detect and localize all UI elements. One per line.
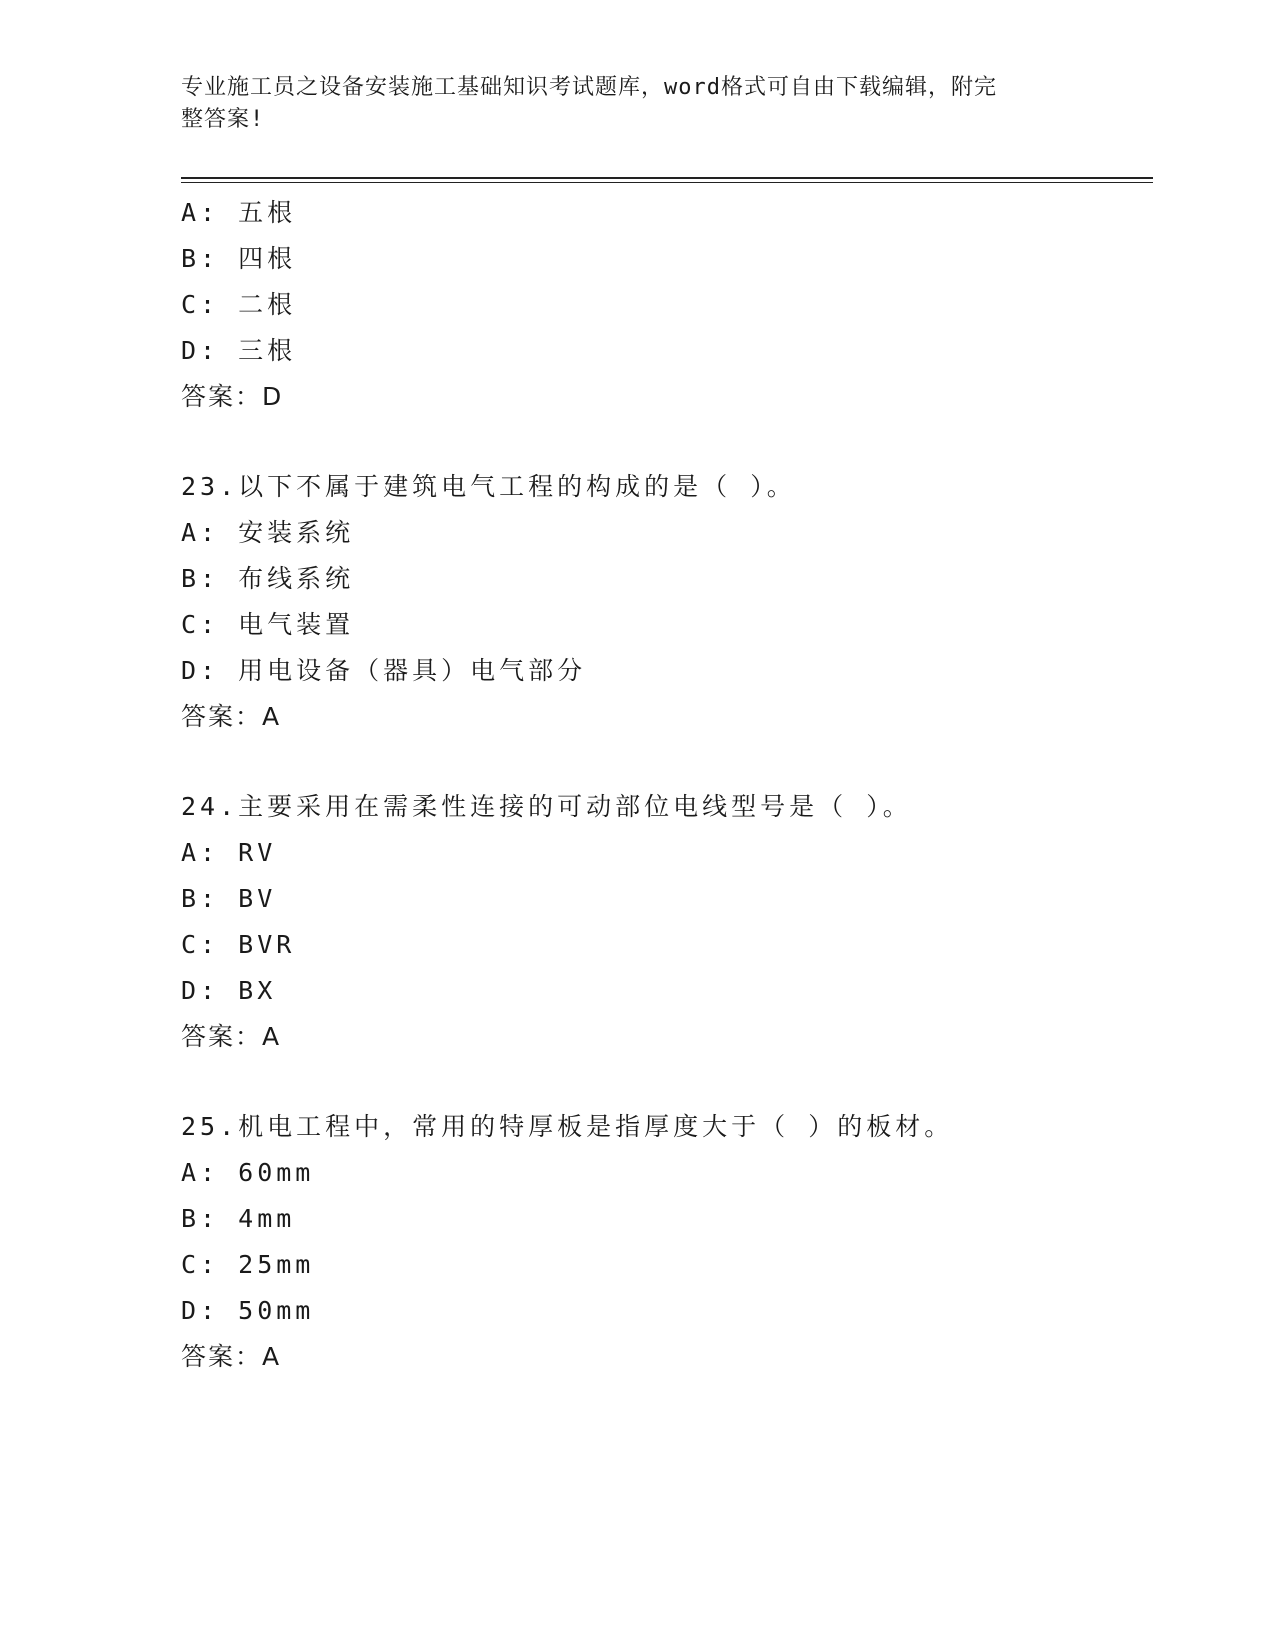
document-header (181, 72, 1041, 136)
option-c: C: 二根 (181, 290, 297, 319)
option-c: C: 25mm (181, 1250, 315, 1279)
option-a: A: 60mm (181, 1158, 315, 1187)
option-b: B: 四根 (181, 244, 297, 273)
question-block-25 (181, 1104, 1141, 1380)
option-b: B: 布线系统 (181, 564, 355, 593)
answer-text: 答案：A (181, 1342, 282, 1371)
option-d: D: 50mm (181, 1296, 315, 1325)
option-a: A: RV (181, 838, 277, 867)
header-line-2: 整答案! (181, 107, 265, 132)
header-line-1: 专业施工员之设备安装施工基础知识考试题库，word格式可自由下载编辑，附完 (181, 75, 997, 100)
option-d: D: 用电设备（器具）电气部分 (181, 656, 587, 685)
question-block-23 (181, 464, 1141, 740)
question-block-22 (181, 190, 1141, 420)
header-divider-thin (181, 182, 1153, 183)
header-divider-thick (181, 177, 1153, 179)
option-b: B: 4mm (181, 1204, 296, 1233)
option-c: C: BVR (181, 930, 296, 959)
option-c: C: 电气装置 (181, 610, 355, 639)
answer-text: 答案：A (181, 702, 282, 731)
option-d: D: BX (181, 976, 277, 1005)
answer-text: 答案：D (181, 382, 284, 411)
question-text: 24.主要采用在需柔性连接的可动部位电线型号是（ ）。 (181, 792, 912, 821)
option-a: A: 安装系统 (181, 518, 355, 547)
question-block-24 (181, 784, 1141, 1060)
spacer (181, 1060, 1141, 1104)
question-text: 25.机电工程中，常用的特厚板是指厚度大于（ ）的板材。 (181, 1112, 954, 1141)
question-list (181, 190, 1141, 1380)
spacer (181, 420, 1141, 464)
question-text: 23.以下不属于建筑电气工程的构成的是（ ）。 (181, 472, 796, 501)
spacer (181, 740, 1141, 784)
option-d: D: 三根 (181, 336, 297, 365)
answer-text: 答案：A (181, 1022, 282, 1051)
option-a: A: 五根 (181, 198, 297, 227)
option-b: B: BV (181, 884, 277, 913)
